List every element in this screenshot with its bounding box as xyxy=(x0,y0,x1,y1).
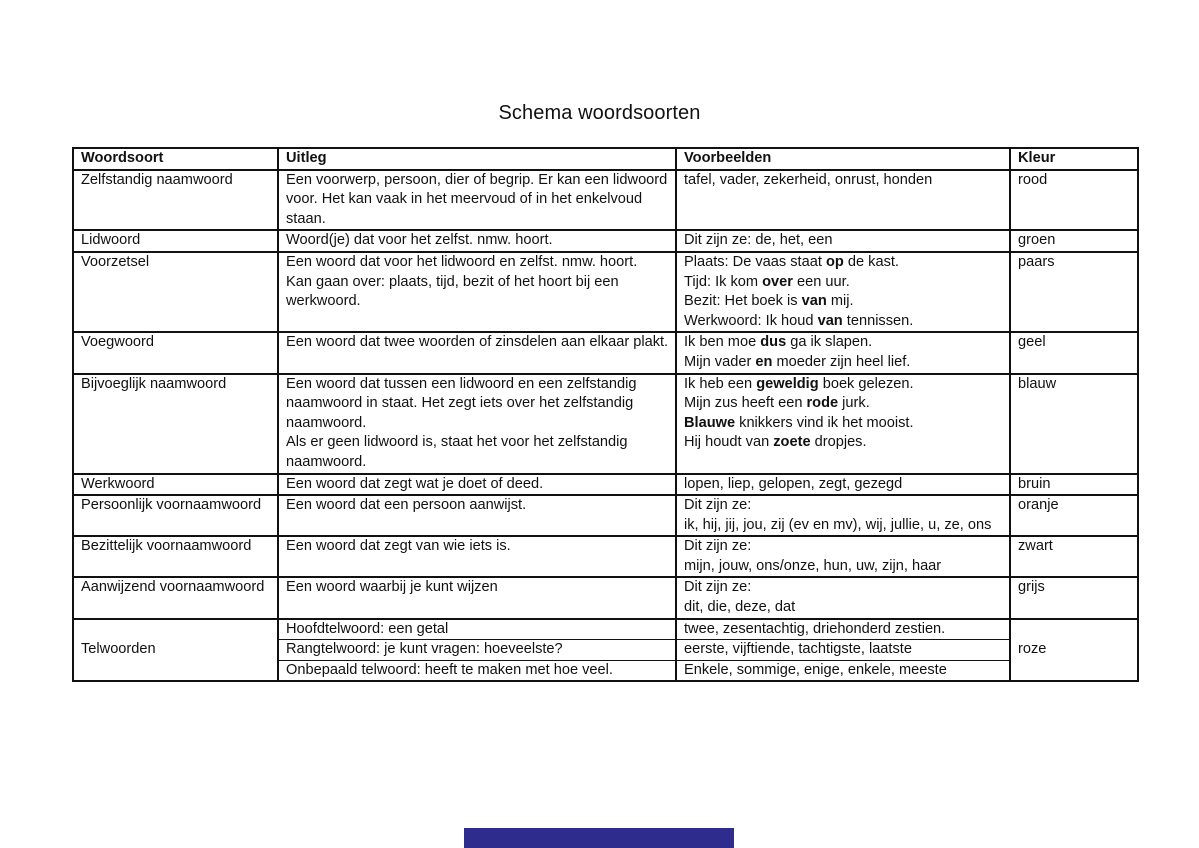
uitleg-line: Een woord dat zegt wat je doet of deed. xyxy=(286,475,544,492)
cell-woordsoort: Bijvoeglijk naamwoord xyxy=(73,374,278,474)
uitleg-line: Woord(je) dat voor het zelfst. nmw. hoort. xyxy=(286,232,553,249)
voorbeeld-line xyxy=(684,537,1003,557)
voorbeeld-line xyxy=(684,516,1003,536)
voorbeeld-text: Ik ben moe xyxy=(684,334,761,351)
voorbeeld-line xyxy=(684,353,1003,373)
table-row xyxy=(73,619,1138,682)
voorbeeld-highlight: Blauwe xyxy=(684,414,736,431)
telwoord-uitleg: Rangtelwoord: je kunt vragen: hoeveelste? xyxy=(279,640,675,661)
table-row xyxy=(73,332,1138,373)
cell-uitleg xyxy=(278,474,676,496)
voorbeeld-text: ga ik slapen. xyxy=(786,334,873,351)
cell-kleur: zwart xyxy=(1010,536,1138,577)
table-row xyxy=(73,536,1138,577)
cell-kleur: bruin xyxy=(1010,474,1138,496)
voorbeeld-text: dit, die, deze, dat xyxy=(684,599,796,616)
cell-voorbeelden xyxy=(676,170,1010,231)
table-row xyxy=(73,374,1138,474)
cell-voorbeelden xyxy=(676,495,1010,536)
voorbeeld-text: Dit zijn ze: de, het, een xyxy=(684,232,833,249)
telwoord-uitleg: Onbepaald telwoord: heeft te maken met hoe veel. xyxy=(286,661,613,678)
voorbeeld-text: tennissen. xyxy=(842,312,914,329)
cell-kleur: rood xyxy=(1010,170,1138,231)
cell-woordsoort: Aanwijzend voornaamwoord xyxy=(73,577,278,618)
voorbeeld-line xyxy=(684,578,1003,598)
voorbeeld-text: boek gelezen. xyxy=(818,375,914,392)
table-row xyxy=(73,495,1138,536)
uitleg-line: Een woord dat zegt van wie iets is. xyxy=(286,538,511,555)
voorbeeld-line xyxy=(684,312,1003,332)
voorbeeld-highlight: geweldig xyxy=(756,375,819,392)
voorbeeld-line xyxy=(684,171,1003,191)
voorbeeld-line xyxy=(684,231,1003,251)
header-kleur: Kleur xyxy=(1010,148,1138,170)
cell-uitleg xyxy=(278,252,676,332)
bottom-bar xyxy=(464,828,734,848)
cell-woordsoort: Telwoorden xyxy=(73,619,278,682)
voorbeeld-line xyxy=(684,253,1003,273)
cell-voorbeelden xyxy=(676,619,1010,682)
cell-kleur: geel xyxy=(1010,332,1138,373)
table-row xyxy=(73,230,1138,252)
voorbeeld-text: Dit zijn ze: xyxy=(684,579,752,596)
voorbeeld-text: Ik heb een xyxy=(684,375,757,392)
voorbeeld-text: de kast. xyxy=(843,253,899,270)
voorbeeld-line xyxy=(684,273,1003,293)
uitleg-line: Als er geen lidwoord is, staat het voor het zelfstandig naamwoord. xyxy=(286,434,628,470)
table-row xyxy=(73,252,1138,332)
voorbeeld-text: Mijn zus heeft een xyxy=(684,395,807,412)
voorbeeld-text: Plaats: De vaas staat xyxy=(684,253,826,270)
voorbeeld-highlight: rode xyxy=(806,395,839,412)
page-title: Schema woordsoorten xyxy=(498,102,701,124)
voorbeeld-text: Tijd: Ik kom xyxy=(684,273,763,290)
voorbeeld-line xyxy=(684,475,1003,495)
voorbeeld-text: mij. xyxy=(826,293,854,310)
voorbeeld-line xyxy=(684,598,1003,618)
cell-kleur: blauw xyxy=(1010,374,1138,474)
telwoord-voorbeeld: twee, zesentachtig, driehonderd zestien. xyxy=(677,620,1009,641)
cell-kleur: paars xyxy=(1010,252,1138,332)
cell-voorbeelden xyxy=(676,230,1010,252)
cell-voorbeelden xyxy=(676,536,1010,577)
cell-woordsoort: Bezittelijk voornaamwoord xyxy=(73,536,278,577)
voorbeeld-text: dropjes. xyxy=(810,434,867,451)
cell-woordsoort: Voegwoord xyxy=(73,332,278,373)
uitleg-line: Een woord dat een persoon aanwijst. xyxy=(286,497,527,514)
cell-uitleg xyxy=(278,577,676,618)
header-woordsoort: Woordsoort xyxy=(73,148,278,170)
cell-kleur: groen xyxy=(1010,230,1138,252)
cell-voorbeelden xyxy=(676,252,1010,332)
uitleg-line: Een woord dat twee woorden of zinsdelen aan elkaar plakt. xyxy=(286,334,669,351)
header-row xyxy=(73,148,1138,170)
cell-uitleg xyxy=(278,536,676,577)
voorbeeld-line xyxy=(684,496,1003,516)
cell-uitleg xyxy=(278,170,676,231)
uitleg-line: Een woord waarbij je kunt wijzen xyxy=(286,579,498,596)
voorbeeld-text: een uur. xyxy=(792,273,850,290)
voorbeeld-highlight: dus xyxy=(760,334,787,351)
cell-voorbeelden xyxy=(676,374,1010,474)
cell-kleur: oranje xyxy=(1010,495,1138,536)
voorbeeld-text: ik, hij, jij, jou, zij (ev en mv), wij, jullie, u, ze, ons xyxy=(684,516,992,533)
table-row xyxy=(73,577,1138,618)
cell-voorbeelden xyxy=(676,474,1010,496)
voorbeeld-text: lopen, liep, gelopen, zegt, gezegd xyxy=(684,475,903,492)
cell-woordsoort: Persoonlijk voornaamwoord xyxy=(73,495,278,536)
voorbeeld-text: Hij houdt van xyxy=(684,434,774,451)
voorbeeld-text: mijn, jouw, ons/onze, hun, uw, zijn, haar xyxy=(684,557,942,574)
cell-uitleg xyxy=(278,230,676,252)
telwoord-voorbeeld: Enkele, sommige, enige, enkele, meeste xyxy=(684,661,947,678)
voorbeeld-line xyxy=(684,433,1003,453)
cell-woordsoort: Lidwoord xyxy=(73,230,278,252)
uitleg-line: Een woord dat voor het lidwoord en zelfst. nmw. hoort. xyxy=(286,253,638,270)
cell-voorbeelden xyxy=(676,332,1010,373)
voorbeeld-line xyxy=(684,375,1003,395)
voorbeeld-text: knikkers vind ik het mooist. xyxy=(735,414,914,431)
header-uitleg: Uitleg xyxy=(278,148,676,170)
woordsoorten-table xyxy=(72,147,1139,682)
voorbeeld-line xyxy=(684,557,1003,577)
voorbeeld-text: Dit zijn ze: xyxy=(684,497,752,514)
cell-kleur: roze xyxy=(1010,619,1138,682)
table-body xyxy=(73,170,1138,682)
cell-uitleg xyxy=(278,374,676,474)
table-row xyxy=(73,170,1138,231)
telwoord-voorbeeld: eerste, vijftiende, tachtigste, laatste xyxy=(677,640,1009,661)
table-row xyxy=(73,474,1138,496)
voorbeeld-text: moeder zijn heel lief. xyxy=(772,353,911,370)
voorbeeld-text: jurk. xyxy=(838,395,870,412)
voorbeeld-line xyxy=(684,414,1003,434)
voorbeeld-highlight: op xyxy=(825,253,844,270)
voorbeeld-text: Mijn vader xyxy=(684,353,756,370)
cell-kleur: grijs xyxy=(1010,577,1138,618)
voorbeeld-highlight: van xyxy=(817,312,843,329)
voorbeeld-text: Bezit: Het boek is xyxy=(684,293,802,310)
voorbeeld-line xyxy=(684,292,1003,312)
voorbeeld-text: tafel, vader, zekerheid, onrust, honden xyxy=(684,171,933,188)
cell-woordsoort: Zelfstandig naamwoord xyxy=(73,170,278,231)
header-voorbeelden: Voorbeelden xyxy=(676,148,1010,170)
cell-uitleg xyxy=(278,495,676,536)
uitleg-line: Een woord dat tussen een lidwoord en een zelfstandig naamwoord in staat. Het zegt iets over het zelfstandig naamwoord. xyxy=(286,375,637,431)
voorbeeld-highlight: over xyxy=(762,273,793,290)
voorbeeld-highlight: en xyxy=(755,353,773,370)
voorbeeld-line xyxy=(684,394,1003,414)
cell-woordsoort: Voorzetsel xyxy=(73,252,278,332)
voorbeeld-text: Werkwoord: Ik houd xyxy=(684,312,818,329)
voorbeeld-line xyxy=(684,333,1003,353)
uitleg-line: Kan gaan over: plaats, tijd, bezit of het hoort bij een werkwoord. xyxy=(286,273,619,310)
voorbeeld-highlight: zoete xyxy=(773,434,811,451)
voorbeeld-highlight: van xyxy=(801,293,827,310)
uitleg-line: Een voorwerp, persoon, dier of begrip. Er kan een lidwoord voor. Het kan vaak in het meervoud of in het enkelvoud staan. xyxy=(286,171,668,227)
voorbeeld-text: Dit zijn ze: xyxy=(684,538,752,555)
cell-voorbeelden xyxy=(676,577,1010,618)
cell-uitleg xyxy=(278,619,676,682)
cell-uitleg xyxy=(278,332,676,373)
cell-woordsoort: Werkwoord xyxy=(73,474,278,496)
telwoord-uitleg: Hoofdtelwoord: een getal xyxy=(279,620,675,641)
